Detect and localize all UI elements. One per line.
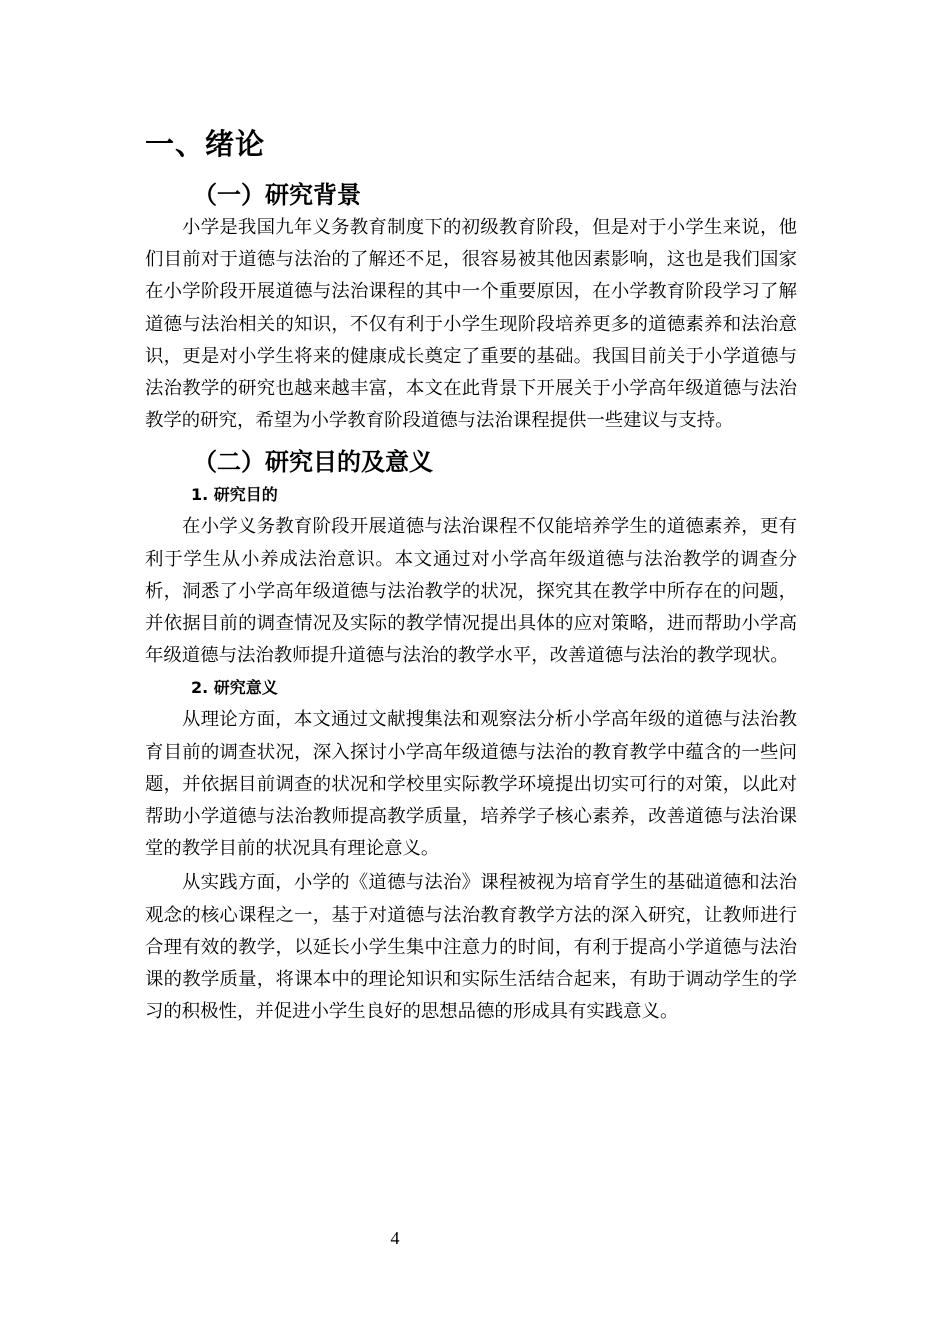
significance-practice-paragraph: 从实践方面，小学的《道德与法治》课程被视为培育学生的基础道德和法治观念的核心课程之一，基于对道德与法治教育教学方法的深入研究，让教师进行合理有效的教学，以延长小学生集中注意力的时间，有利于提高小学道德与法治课的教学质量，将课本中的理论知识和实际生活结合起来，有助于调动学生的学习的积极性，并促进小学生良好的思想品德的形成具有实践意义。 — [145, 872, 797, 1023]
chapter-title: 一、绪论 — [145, 127, 266, 161]
subsection-heading-purpose: 1. 研究目的 — [191, 485, 278, 505]
significance-theory-paragraph: 从理论方面，本文通过文献搜集法和观察法分析小学高年级的道德与法治教育目前的调查状况，深入探讨小学高年级道德与法治的教育教学中蕴含的一些问题，并依据目前调查的状况和学校里实际教学环境提出切实可行的对策，以此对帮助小学道德与法治教师提高教学质量，培养学子核心素养，改善道德与法治课堂的教学目前的状况具有理论意义。 — [145, 709, 797, 860]
subsection-heading-significance: 2. 研究意义 — [191, 678, 278, 698]
section-heading-purpose-significance: （二）研究目的及意义 — [193, 448, 433, 477]
page-number: 4 — [390, 1228, 400, 1248]
section-heading-background: （一）研究背景 — [193, 181, 361, 209]
purpose-paragraph: 在小学义务教育阶段开展道德与法治课程不仅能培养学生的道德素养，更有利于学生从小养成法治意识。本文通过对小学高年级道德与法治教学的调查分析，洞悉了小学高年级道德与法治教学的状况，探究其在教学中所存在的问题，并依据目前的调查情况及实际的教学情况提出具体的应对策略，进而帮助小学高年级道德与法治教师提升道德与法治的教学水平，改善道德与法治的教学现状。 — [145, 516, 797, 667]
page-content — [145, 124, 797, 1028]
background-paragraph: 小学是我国九年义务教育制度下的初级教育阶段，但是对于小学生来说，他们目前对于道德与法治的了解还不足，很容易被其他因素影响，这也是我们国家在小学阶段开展道德与法治课程的其中一个重要原因，在小学教育阶段学习了解道德与法治相关的知识，不仅有利于小学生现阶段培养更多的道德素养和法治意识，更是对小学生将来的健康成长奠定了重要的基础。我国目前关于小学道德与法治教学的研究也越来越丰富，本文在此背景下开展关于小学高年级道德与法治教学的研究，希望为小学教育阶段道德与法治课程提供一些建议与支持。 — [145, 217, 797, 432]
